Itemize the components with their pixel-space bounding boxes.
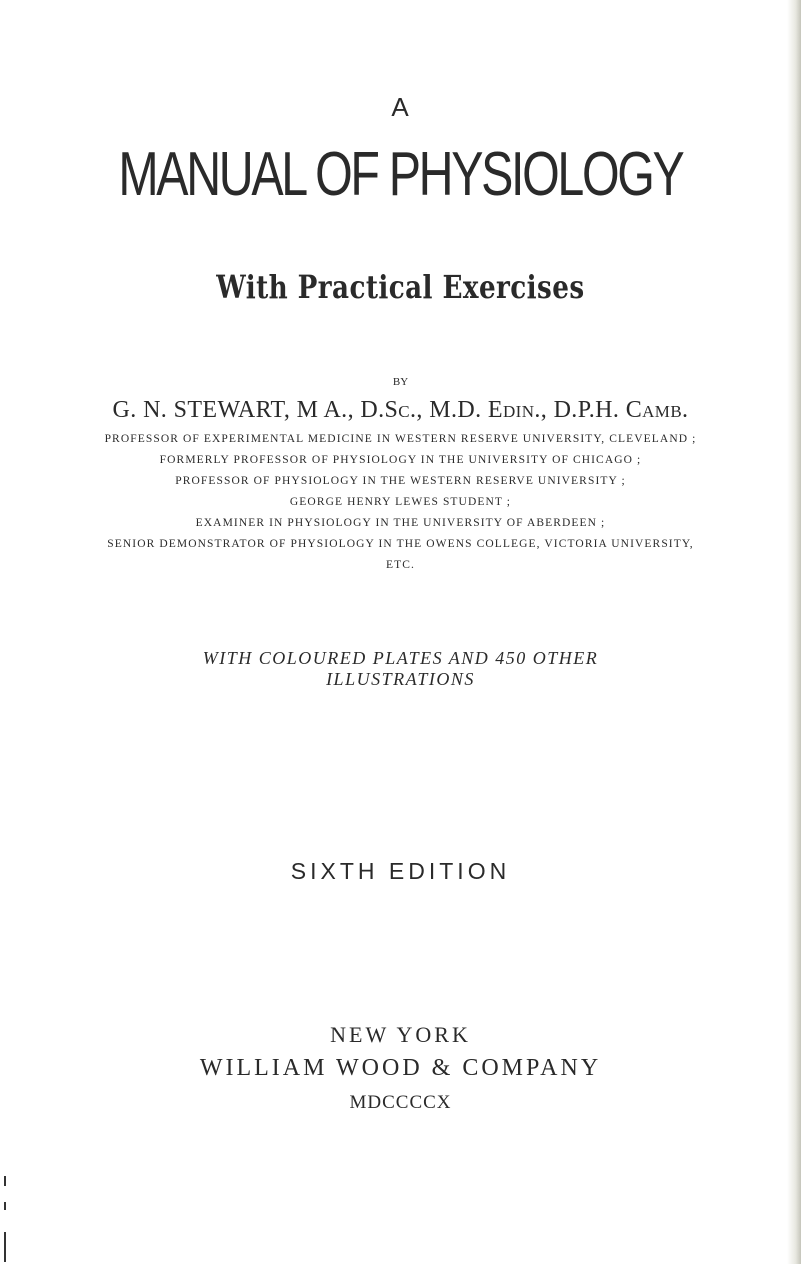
book-title: MANUAL OF PHYSIOLOGY xyxy=(118,140,683,209)
scan-edge-mark xyxy=(4,1232,6,1262)
scan-edge-mark xyxy=(4,1176,6,1186)
credential-line: PROFESSOR OF EXPERIMENTAL MEDICINE IN WESTERN RESERVE UNIVERSITY, CLEVELAND ; xyxy=(104,433,697,445)
credential-line: FORMERLY PROFESSOR OF PHYSIOLOGY IN THE UNIVERSITY OF CHICAGO ; xyxy=(159,454,642,466)
credential-line: GEORGE HENRY LEWES STUDENT ; xyxy=(289,496,512,508)
publication-year: MDCCCCX xyxy=(349,1092,452,1113)
illustrations-line-2: ILLUSTRATIONS xyxy=(326,669,475,689)
by-line: BY xyxy=(392,376,409,388)
book-subtitle: With Practical Exercises xyxy=(216,268,585,306)
author-degree-sc: Sc. xyxy=(384,397,417,423)
author-degree-camb: Camb. xyxy=(625,397,689,423)
credential-line: EXAMINER IN PHYSIOLOGY IN THE UNIVERSITY OF ABERDEEN ; xyxy=(195,517,606,529)
author-name xyxy=(0,397,801,424)
title-article: A xyxy=(391,92,410,122)
author-name-part: , D.P.H. xyxy=(540,397,626,423)
scan-edge-mark xyxy=(4,1202,6,1210)
author-name-part: , M.D. xyxy=(416,397,488,423)
publisher-city: NEW YORK xyxy=(330,1022,471,1047)
illustrations-line-1: WITH COLOURED PLATES AND 450 OTHER xyxy=(202,648,599,668)
credential-line: SENIOR DEMONSTRATOR OF PHYSIOLOGY IN THE OWENS COLLEGE, VICTORIA UNIVERSITY, xyxy=(107,538,694,550)
author-name-part: G. N. STEWART, M A., D. xyxy=(112,397,385,423)
edition-label: SIXTH EDITION xyxy=(290,858,511,884)
credential-line: ETC. xyxy=(386,559,415,571)
publisher-name: WILLIAM WOOD & COMPANY xyxy=(199,1055,602,1081)
author-degree-edin: Edin. xyxy=(487,397,541,423)
illustrations-note xyxy=(0,648,801,690)
credential-line: PROFESSOR OF PHYSIOLOGY IN THE WESTERN RESERVE UNIVERSITY ; xyxy=(175,475,626,487)
